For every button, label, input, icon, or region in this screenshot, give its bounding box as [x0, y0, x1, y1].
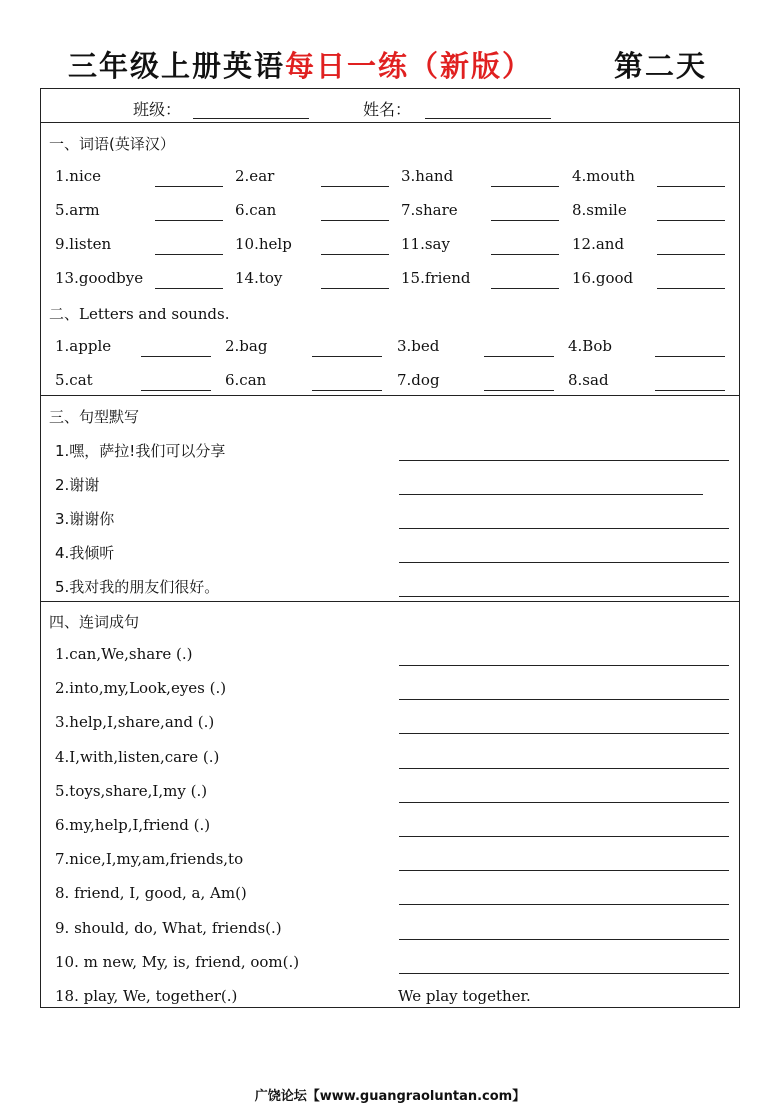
vocab-answer-blank[interactable] [491, 186, 559, 187]
reorder-answer-line[interactable] [399, 699, 729, 700]
sentence-answer-line[interactable] [399, 528, 729, 529]
vocab-answer-blank[interactable] [321, 254, 389, 255]
reorder-answer-line[interactable] [399, 973, 729, 974]
letters-sounds-word: 6.can [225, 371, 267, 389]
vocab-word: 4.mouth [572, 167, 635, 185]
footer: 广饶论坛【www.guangraoluntan.com】 [254, 1089, 526, 1104]
reorder-prompt: 8. friend, I, good, a, Am() [55, 884, 247, 903]
reorder-prompt: 1.can,We,share (.) [55, 645, 193, 663]
section4-heading: 四、连词成句 [49, 613, 140, 631]
letters-sounds-word: 5.cat [55, 371, 93, 389]
divider [41, 395, 739, 396]
sentence-prompt: 1.嘿，萨拉!我们可以分享 [55, 442, 226, 460]
vocab-word: 10.help [235, 235, 292, 253]
vocab-word: 14.toy [235, 269, 283, 287]
sentence-answer-line[interactable] [399, 460, 729, 461]
vocab-word: 5.arm [55, 201, 100, 219]
page-title [0, 44, 780, 88]
letters-sounds-blank[interactable] [484, 356, 554, 357]
reorder-prompt: 2.into,my,Look,eyes (.) [55, 679, 227, 698]
vocab-answer-blank[interactable] [155, 220, 223, 221]
name-label: 姓名： [363, 100, 412, 119]
class-label: 班级： [133, 100, 182, 119]
vocab-word: 16.good [572, 269, 634, 287]
vocab-answer-blank[interactable] [155, 186, 223, 187]
title-main: 三年级上册英语 [68, 49, 286, 83]
vocab-word: 12.and [572, 235, 625, 253]
vocab-answer-blank[interactable] [657, 288, 725, 289]
title-highlight: 每日一练（新版） [285, 49, 534, 83]
vocab-word: 1.nice [55, 167, 102, 185]
sentence-answer-line[interactable] [399, 494, 703, 495]
vocab-word: 7.share [401, 201, 458, 219]
vocab-word: 8.smile [572, 201, 627, 219]
sentence-answer-line[interactable] [399, 562, 729, 563]
reorder-prompt: 5.toys,share,I,my (.) [55, 781, 208, 800]
letters-sounds-blank[interactable] [655, 356, 725, 357]
vocab-answer-blank[interactable] [321, 186, 389, 187]
letters-sounds-blank[interactable] [312, 356, 382, 357]
section2-heading: 二、Letters and sounds. [49, 305, 230, 323]
vocab-word: 6.can [235, 201, 277, 219]
letters-sounds-word: 8.sad [568, 371, 609, 389]
section1-heading: 一、词语(英译汉） [49, 135, 175, 153]
sentence-prompt: 3.谢谢你 [55, 510, 115, 528]
letters-sounds-word: 4.Bob [568, 337, 612, 355]
vocab-word: 2.ear [235, 167, 275, 185]
letters-sounds-blank[interactable] [484, 390, 554, 391]
vocab-word: 15.friend [401, 269, 471, 287]
letters-sounds-blank[interactable] [141, 356, 211, 357]
reorder-prompt: 7.nice,I,my,am,friends,to [55, 850, 244, 869]
letters-sounds-word: 7.dog [397, 371, 440, 389]
letters-sounds-word: 1.apple [55, 337, 112, 355]
vocab-answer-blank[interactable] [657, 220, 725, 221]
section3-heading: 三、句型默写 [49, 408, 140, 426]
letters-sounds-word: 2.bag [225, 337, 268, 355]
reorder-prompt: 18. play, We, together(.) [55, 987, 238, 1005]
vocab-answer-blank[interactable] [155, 254, 223, 255]
reorder-prompt: 9. should, do, What, friends(.) [55, 918, 282, 937]
reorder-prompt: 4.I,with,listen,care (.) [55, 747, 220, 766]
vocab-answer-blank[interactable] [491, 254, 559, 255]
sentence-answer-line[interactable] [399, 596, 729, 597]
title-day: 第二天 [614, 49, 708, 83]
reorder-sample-answer: We play together. [398, 987, 531, 1005]
vocab-answer-blank[interactable] [657, 186, 725, 187]
reorder-prompt: 3.help,I,share,and (.) [55, 713, 215, 732]
reorder-answer-line[interactable] [399, 939, 729, 940]
worksheet [40, 88, 740, 1008]
sentence-prompt: 4.我倾听 [55, 544, 115, 562]
letters-sounds-blank[interactable] [655, 390, 725, 391]
reorder-answer-line[interactable] [399, 904, 729, 905]
vocab-word: 3.hand [401, 167, 454, 185]
vocab-word: 11.say [401, 235, 450, 253]
name-blank[interactable] [425, 118, 551, 119]
letters-sounds-blank[interactable] [312, 390, 382, 391]
class-blank[interactable] [193, 118, 309, 119]
reorder-answer-line[interactable] [399, 768, 729, 769]
vocab-word: 9.listen [55, 235, 112, 253]
vocab-word: 13.goodbye [55, 269, 144, 287]
reorder-answer-line[interactable] [399, 802, 729, 803]
reorder-answer-line[interactable] [399, 836, 729, 837]
vocab-answer-blank[interactable] [491, 220, 559, 221]
vocab-answer-blank[interactable] [321, 220, 389, 221]
letters-sounds-word: 3.bed [397, 337, 440, 355]
vocab-answer-blank[interactable] [657, 254, 725, 255]
reorder-prompt: 6.my,help,I,friend (.) [55, 816, 211, 834]
vocab-answer-blank[interactable] [491, 288, 559, 289]
divider [41, 122, 739, 123]
vocab-answer-blank[interactable] [321, 288, 389, 289]
letters-sounds-blank[interactable] [141, 390, 211, 391]
divider [41, 601, 739, 602]
reorder-answer-line[interactable] [399, 733, 729, 734]
sentence-prompt: 2.谢谢 [55, 476, 100, 494]
reorder-answer-line[interactable] [399, 870, 729, 871]
reorder-answer-line[interactable] [399, 665, 729, 666]
sentence-prompt: 5.我对我的朋友们很好。 [55, 578, 220, 596]
reorder-prompt: 10. m new, My, is, friend, oom(.) [55, 952, 300, 971]
vocab-answer-blank[interactable] [155, 288, 223, 289]
